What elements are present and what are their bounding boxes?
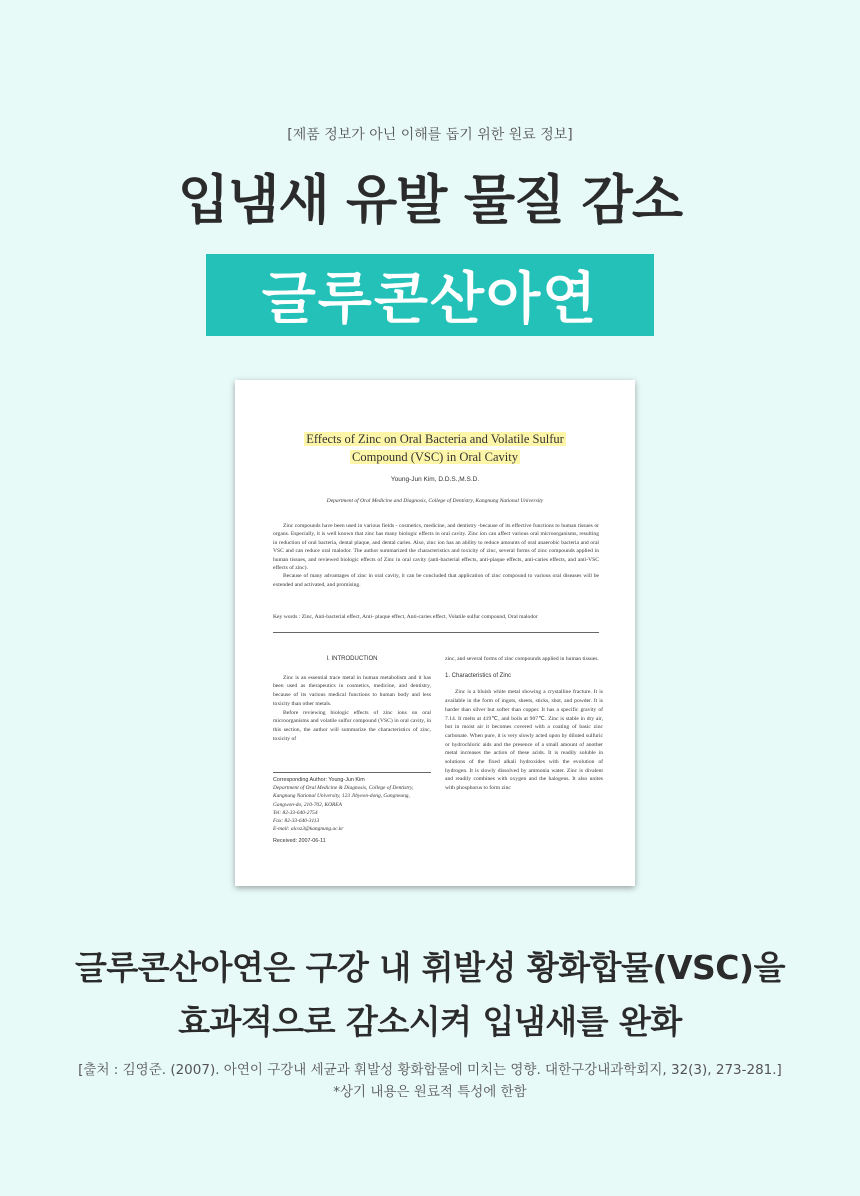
- footnote: *상기 내용은 원료적 특성에 한함: [333, 1084, 527, 1100]
- body-paragraph: Before reviewing biologic effects of zinc ions on oral microorganisms and volatile sulfur compound (VSC) in oral cavity, in this section, the author will summarize the characteristics of zinc, toxicity of: [273, 709, 431, 742]
- body-paragraph: zinc, and several forms of zinc compounds applied in human tissues.: [445, 656, 599, 662]
- corr-email: E-mail: alcoz3@kangnung.ac.kr: [273, 826, 344, 833]
- paper-left-column: [273, 655, 431, 743]
- paper-right-column: [445, 655, 603, 793]
- section-heading: I. INTRODUCTION: [326, 656, 378, 662]
- body-paragraph: Zinc is an essential trace metal in human metabolism and it has been used as therapeutics in cosmetics, medicine, and dentistry, because of its various medical functions to human body and less toxicity than other metals.: [273, 674, 431, 707]
- divider: [273, 632, 599, 633]
- disclaimer-text: [제품 정보가 아닌 이해를 돕기 위한 원료 정보]: [287, 127, 573, 143]
- abstract-paragraph: Because of many advantages of zinc in oral cavity, it can be concluded that application of zinc compound to various oral diseases will be extended and activated, and promising.: [273, 573, 599, 588]
- paper-title-line1: Effects of Zinc on Oral Bacteria and Volatile Sulfur: [306, 432, 564, 446]
- source-citation: [출처 : 김영준. (2007). 아연이 구강내 세균과 휘발성 황화합물에 미치는 영향. 대한구강내과학회지, 32(3), 273-281.]: [78, 1062, 782, 1078]
- paper-image: [235, 380, 635, 886]
- received-date: Received: 2007-06-11: [273, 838, 326, 845]
- headline: 입냄새 유발 물질 감소: [177, 170, 683, 231]
- corr-label: Corresponding Author: Young-Jun Kim: [273, 777, 365, 783]
- summary-line-2: 효과적으로 감소시켜 입냄새를 완화: [178, 1002, 682, 1041]
- corr-address: Department of Oral Medicine & Diagnosis, College of Dentistry, Kangnung National University, 123 Jibyeon-dong, Gangneung, Gangwon-do, 210-702, KOREA: [273, 785, 414, 808]
- paper-title: [235, 430, 635, 466]
- corr-tel: Tel: 82-33-640-2754: [273, 809, 318, 816]
- paper-abstract: [273, 522, 599, 589]
- ingredient-badge: 글루콘산아연: [206, 254, 654, 336]
- body-paragraph: Zinc is a bluish white metal showing a crystalline fracture. It is available in the form of ingots, sheets, sticks, shot, and powder. It is harder than silver but softer than copper. It has a specific gravity of 7.14. It melts at 419℃, and boils at 907℃. Zinc is stable in dry air, but in moist air it becomes covered with a coating of basic zinc carbonate. When pure, it is very slowly acted upon by diluted sulfuric or hydrochloric aids and the presence of a small amount of another metal increases the action of these acids. It is readily soluble in solutions of the fixed alkali hydroxides with the evolution of hydrogen. It is slowly dissolved by ammonia water. Zinc is divalent and readily combines with oxygen and the halogens. It also unites with phosphorus to form zinc: [445, 689, 603, 792]
- paper-keywords: Key words : Zinc, Anti-bacterial effect, Anti- plaque effect, Anti-caries effect, Volatile sulfur compound, Oral malodor: [273, 614, 538, 620]
- summary-line-1: 글루콘산아연은 구강 내 휘발성 황화합물(VSC)을: [75, 948, 785, 987]
- paper-author: Young-Jun Kim, D.D.S.,M.S.D.: [390, 476, 480, 483]
- corr-fax: Fax: 82-33-640-3113: [273, 818, 320, 825]
- paper-affiliation: Department of Oral Medicine and Diagnosis, College of Dentistry, Kangnung National University: [326, 498, 544, 504]
- abstract-paragraph: Zinc compounds have been used in various fields - cosmetics, medicine, and dentistry -because of its effective functions to human tissues or organs. Especially, it is well known that zinc has many biologic effects in oral cavity. Zinc ion can affect various oral microorganisms, resulting in reduction of oral bacteria, dental plaque, and dental caries. Also, zinc ion has an ability to reduce amounts of oral anaerobic bacteria and oral VSC and can reduce oral malodor. The author summarized the characteristics and toxicity of zinc, several forms of zinc compounds applied in human tissues, and reviewed biologic effects of Zinc in oral cavity (anti-bacterial effects, anti-plaque effects, anti-caries effects, and anti-VSC effects of zinc).: [273, 523, 599, 572]
- paper-title-line2: Compound (VSC) in Oral Cavity: [352, 450, 518, 464]
- subsection-heading: 1. Characteristics of Zinc: [445, 672, 512, 679]
- corresponding-info: [273, 772, 431, 846]
